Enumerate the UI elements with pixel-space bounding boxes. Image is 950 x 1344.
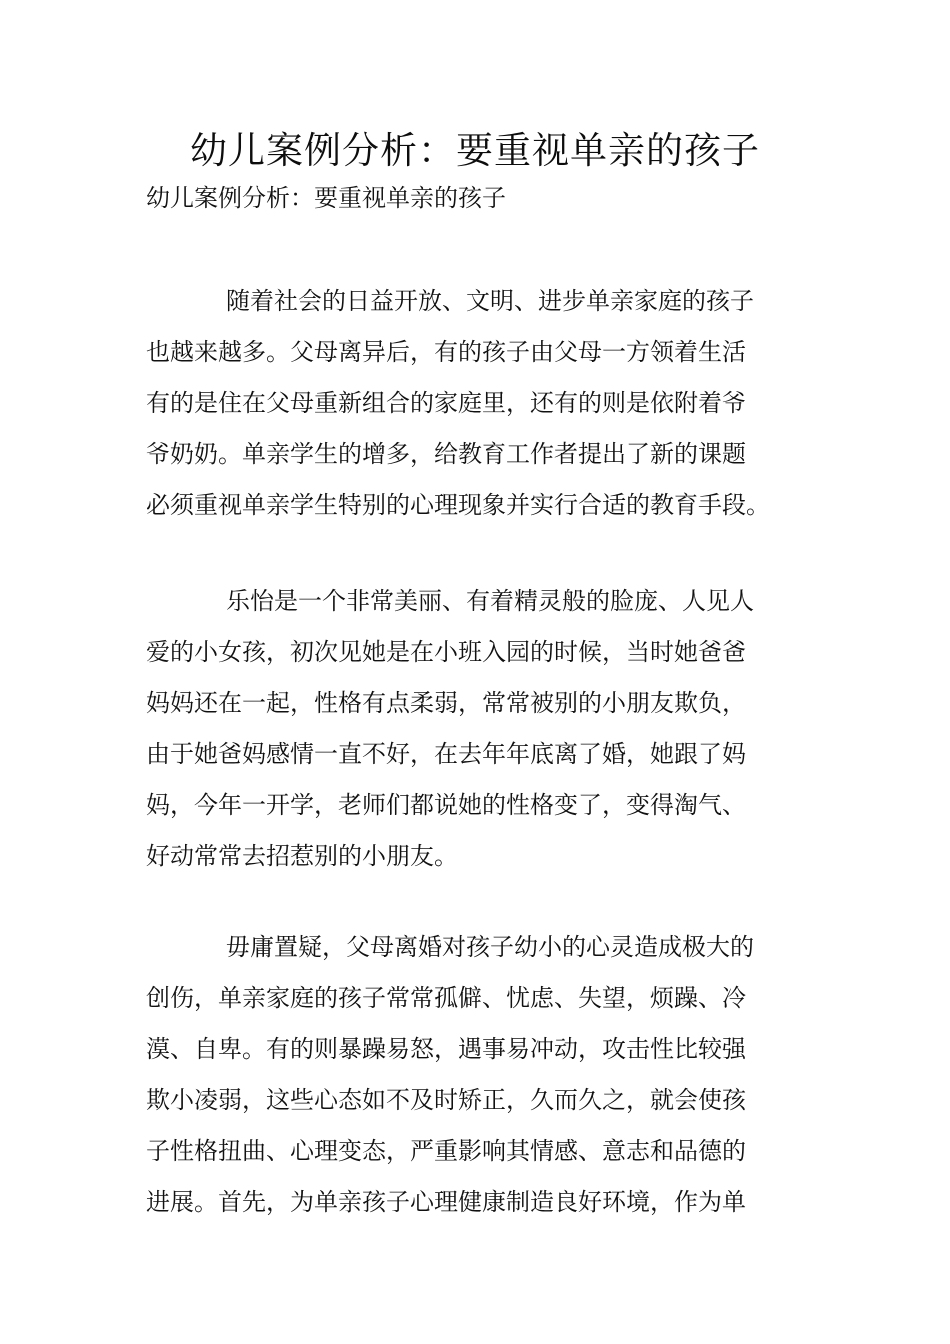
paragraph-line: 也越来越多。父母离异后，有的孩子由父母一方领着生活: [146, 338, 746, 366]
paragraph-2: [146, 576, 806, 882]
paragraph-line: 漠、自卑。有的则暴躁易怒，遇事易冲动，攻击性比较强: [146, 1035, 746, 1063]
paragraph-line: 必须重视单亲学生特别的心理现象并实行合适的教育手段。: [146, 491, 770, 519]
paragraph-line: 妈，今年一开学，老师们都说她的性格变了，变得淘气、: [146, 791, 746, 819]
document-subtitle: 幼儿案例分析：要重视单亲的孩子: [146, 184, 506, 212]
paragraph-line: 欺小凌弱，这些心态如不及时矫正，久而久之，就会使孩: [146, 1086, 746, 1114]
paragraph-line: 妈妈还在一起，性格有点柔弱，常常被别的小朋友欺负，: [146, 689, 746, 717]
paragraph-line: 爱的小女孩，初次见她是在小班入园的时候，当时她爸爸: [146, 638, 746, 666]
paragraph-line: 毋庸置疑，父母离婚对孩子幼小的心灵造成极大的: [226, 933, 754, 961]
paragraph-1: [146, 276, 806, 531]
paragraph-line: 随着社会的日益开放、文明、进步单亲家庭的孩子: [226, 287, 754, 315]
paragraph-line: 有的是住在父母重新组合的家庭里，还有的则是依附着爷: [146, 389, 746, 417]
paragraph-line: 乐怡是一个非常美丽、有着精灵般的脸庞、人见人: [226, 587, 754, 615]
paragraph-line: 子性格扭曲、心理变态，严重影响其情感、意志和品德的: [146, 1137, 746, 1165]
paragraph-line: 进展。首先，为单亲孩子心理健康制造良好环境，作为单: [146, 1188, 746, 1216]
document-title: 幼儿案例分析：要重视单亲的孩子: [190, 129, 760, 172]
paragraph-3: [146, 922, 806, 1228]
paragraph-line: 好动常常去招惹别的小朋友。: [146, 842, 458, 870]
paragraph-line: 创伤，单亲家庭的孩子常常孤僻、忧虑、失望，烦躁、冷: [146, 984, 746, 1012]
paragraph-line: 爷奶奶。单亲学生的增多，给教育工作者提出了新的课题: [146, 440, 746, 468]
paragraph-line: 由于她爸妈感情一直不好，在去年年底离了婚，她跟了妈: [146, 740, 746, 768]
